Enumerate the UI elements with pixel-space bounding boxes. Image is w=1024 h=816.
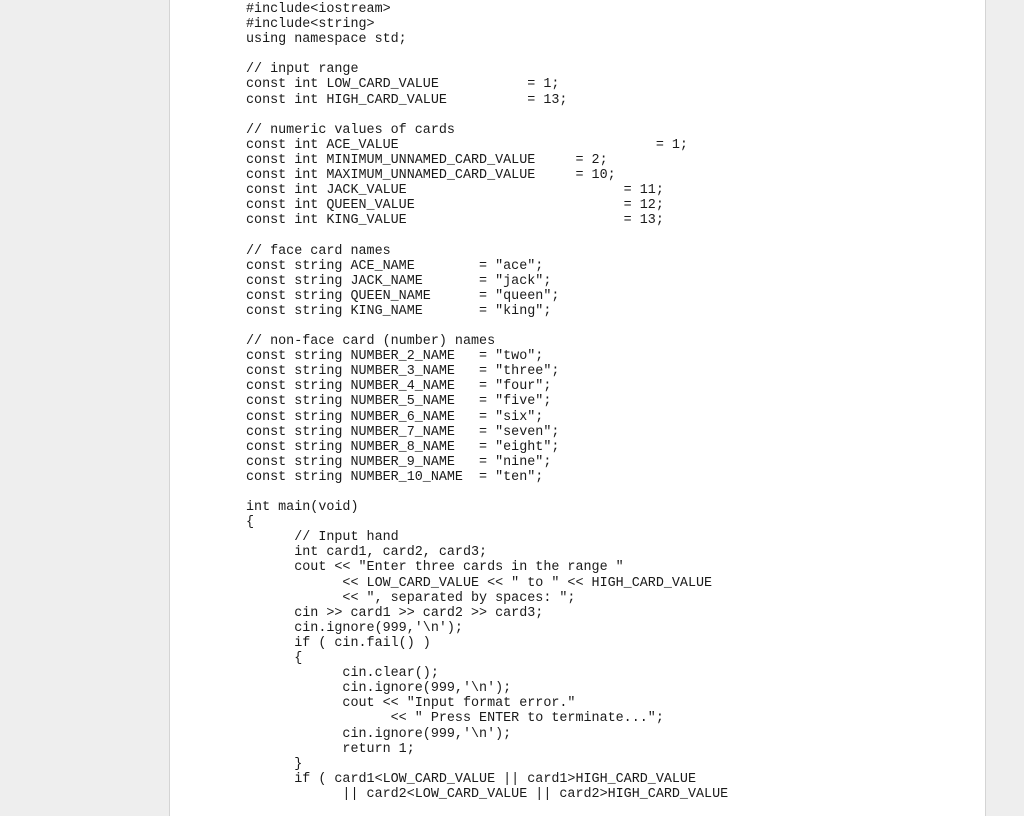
code-line: #include<iostream> <box>246 2 391 17</box>
code-line: const string NUMBER_6_NAME = "six"; <box>246 409 544 425</box>
code-line: using namespace std; <box>246 32 407 48</box>
code-line: const string NUMBER_4_NAME = "four"; <box>246 379 552 395</box>
code-line: const string NUMBER_2_NAME = "two"; <box>246 349 544 365</box>
code-line: const int JACK_VALUE = 11; <box>246 183 664 199</box>
code-line: // non-face card (number) names <box>246 334 496 350</box>
code-line: const string NUMBER_8_NAME = "eight"; <box>246 439 560 455</box>
code-line: const int MAXIMUM_UNNAMED_CARD_VALUE = 10; <box>246 168 616 184</box>
code-line: const string NUMBER_3_NAME = "three"; <box>246 364 560 380</box>
code-line: #include<string> <box>246 17 375 33</box>
code-line: cin.ignore(999,'\n'); <box>246 726 512 742</box>
code-line: const string ACE_NAME = "ace"; <box>246 258 544 274</box>
code-line: return 1; <box>246 741 415 757</box>
code-line: << ", separated by spaces: "; <box>246 590 576 606</box>
code-line: if ( card1<LOW_CARD_VALUE || card1>HIGH_CARD_VALUE <box>246 771 696 787</box>
code-line: cin.ignore(999,'\n'); <box>246 620 463 636</box>
code-line: const int MINIMUM_UNNAMED_CARD_VALUE = 2; <box>246 152 608 168</box>
code-line: if ( cin.fail() ) <box>246 635 431 651</box>
code-line: const int ACE_VALUE = 1; <box>246 137 688 153</box>
code-line: cin.ignore(999,'\n'); <box>246 681 512 697</box>
code-line: cin >> card1 >> card2 >> card3; <box>246 605 544 621</box>
code-line: // face card names <box>246 243 391 259</box>
code-line: // numeric values of cards <box>246 122 455 138</box>
code-line <box>246 485 728 500</box>
code-line: const int KING_VALUE = 13; <box>246 213 664 229</box>
code-line: const int QUEEN_VALUE = 12; <box>246 198 664 214</box>
code-line: const string JACK_NAME = "jack"; <box>246 273 552 289</box>
code-line: const string NUMBER_7_NAME = "seven"; <box>246 424 560 440</box>
code-line: cout << "Input format error." <box>246 696 576 712</box>
code-line: << LOW_CARD_VALUE << " to " << HIGH_CARD_VALUE <box>246 575 713 591</box>
code-line: const string NUMBER_10_NAME = "ten"; <box>246 469 544 485</box>
code-line <box>246 47 728 62</box>
code-line: cout << "Enter three cards in the range " <box>246 560 624 576</box>
code-line: const int HIGH_CARD_VALUE = 13; <box>246 92 568 108</box>
code-line <box>246 108 728 123</box>
code-line: // Input hand <box>246 530 399 546</box>
code-line: int card1, card2, card3; <box>246 545 488 561</box>
code-line: const string NUMBER_9_NAME = "nine"; <box>246 454 552 470</box>
code-line: const string QUEEN_NAME = "queen"; <box>246 288 560 304</box>
code-line: { <box>246 515 255 531</box>
code-line: const string KING_NAME = "king"; <box>246 303 552 319</box>
code-line <box>246 228 728 243</box>
code-line: } <box>246 756 303 772</box>
code-line: << " Press ENTER to terminate..."; <box>246 711 664 727</box>
code-line <box>246 319 728 334</box>
code-line: || card2<LOW_CARD_VALUE || card2>HIGH_CARD_VALUE <box>246 786 729 802</box>
code-line: const string NUMBER_5_NAME = "five"; <box>246 394 552 410</box>
code-line: // input range <box>246 62 359 78</box>
document-page <box>169 0 986 816</box>
code-line: int main(void) <box>246 500 359 516</box>
code-line: cin.clear(); <box>246 666 439 682</box>
code-line: const int LOW_CARD_VALUE = 1; <box>246 77 560 93</box>
code-listing <box>246 2 728 802</box>
code-line: { <box>246 651 303 667</box>
